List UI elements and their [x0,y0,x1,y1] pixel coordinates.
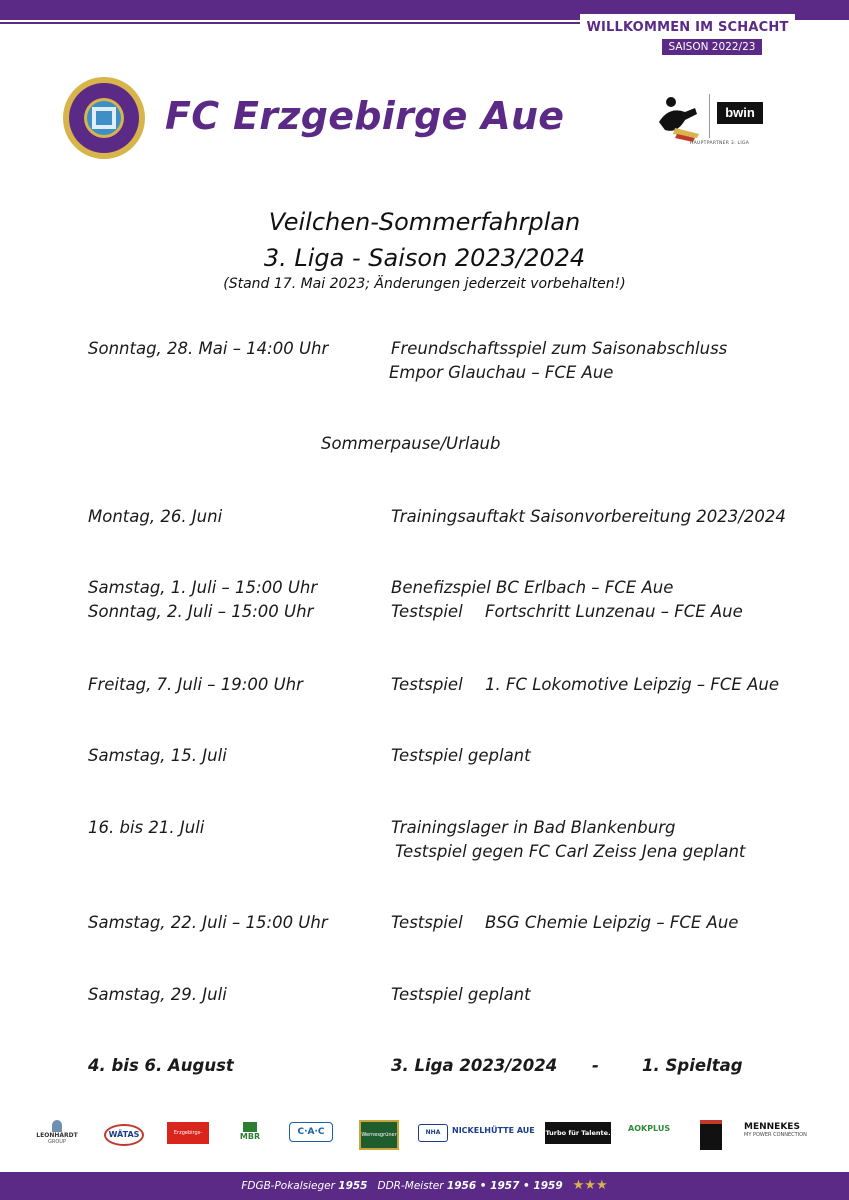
wernesgruener-logo: Wernesgrüner [359,1120,399,1150]
schedule-date: Samstag, 29. Juli [88,985,227,1004]
leonhardt-icon [52,1120,62,1132]
mbr-text: MBR [239,1132,261,1141]
sponsor-logos [0,1116,849,1158]
footer-stars-icon: ★★★ [572,1178,608,1193]
svg-text:bwin: bwin [725,105,755,120]
doc-status-note: (Stand 17. Mai 2023; Änderungen jederzeit vorbehalten!) [223,276,626,292]
nickelhuette-logo [418,1122,535,1142]
schedule-event: Freundschaftsspiel zum Saisonabschluss [391,339,728,358]
mennekes-logo [744,1122,818,1138]
schedule-event: Trainingsauftakt Saisonvorbereitung 2023/2024 [391,507,786,526]
schedule-event: Testspiel [391,602,463,621]
season-banner [580,14,795,56]
nickelhuette-text: NICKELHÜTTE AUE [452,1126,535,1135]
schedule-opponent: BSG Chemie Leipzig – FCE Aue [485,913,739,932]
schedule-date: Sonntag, 28. Mai – 14:00 Uhr [88,339,329,358]
schedule-opponent: Fortschritt Lunzenau – FCE Aue [485,602,743,621]
season-start-matchday: 1. Spieltag [642,1056,743,1075]
mennekes-text: MENNEKES [744,1122,800,1132]
summer-break: Sommerpause/Urlaub [321,434,501,453]
sponsor-caption: HAUPTPARTNER 3. LIGA [690,141,750,146]
season-start-date: 4. bis 6. August [88,1056,234,1075]
footer-years: 1956 • 1957 • 1959 [446,1180,563,1192]
season-start-dash: - [592,1056,599,1075]
schedule-date: 16. bis 21. Juli [88,818,205,837]
mbr-logo [236,1122,264,1141]
schedule-event: Testspiel geplant [391,985,531,1004]
leonhardt-sub: GROUP [48,1139,66,1145]
footer-bar [0,1172,849,1200]
cac-logo: C·A·C [289,1122,333,1142]
mennekes-sub: MY POWER CONNECTION [744,1132,807,1138]
watas-logo: WÄTAS [104,1124,144,1146]
banner-season: SAISON 2022/23 [662,39,762,55]
schedule-date: Montag, 26. Juni [88,507,223,526]
schedule-date: Samstag, 22. Juli – 15:00 Uhr [88,913,328,932]
schedule-event: Trainingslager in Bad Blankenburg [391,818,676,837]
footer-ddr: DDR-Meister [377,1180,444,1192]
leonhardt-logo [34,1120,80,1145]
aok-logo: AOKPLUS [628,1124,671,1133]
schedule-date: Sonntag, 2. Juli – 15:00 Uhr [88,602,314,621]
schedule-date: Freitag, 7. Juli – 19:00 Uhr [88,675,303,694]
schedule-event: Testspiel [391,675,463,694]
nha-icon: NHA [418,1124,448,1142]
schedule-event: Testspiel gegen FC Carl Zeiss Jena geplant [395,842,746,861]
porsche-turbo-logo: Turbo für Talente. [545,1122,611,1144]
nike-sponsor-logo [700,1120,722,1150]
footer-cup: FDGB-Pokalsieger [241,1180,335,1192]
schedule-event: Testspiel geplant [391,746,531,765]
banner-title: WILLKOMMEN IM SCHACHT [586,20,789,35]
mbr-icon [243,1122,257,1132]
sparkasse-logo: Erzgebirgs-sparkasse [167,1122,209,1144]
doc-title: Veilchen-Sommerfahrplan [268,208,581,236]
leonhardt-text: LEONHARDT [36,1132,78,1139]
footer-cup-year: 1955 [338,1180,368,1192]
season-start-league: 3. Liga 2023/2024 [391,1056,558,1075]
schedule-event: Benefizspiel BC Erlbach – FCE Aue [391,578,674,597]
schedule-event: Testspiel [391,913,463,932]
schedule-opponent: 1. FC Lokomotive Leipzig – FCE Aue [485,675,780,694]
club-crest-icon [62,76,146,160]
doc-subtitle-season: 3. Liga - Saison 2023/2024 [263,244,586,272]
schedule-date: Samstag, 1. Juli – 15:00 Uhr [88,578,318,597]
club-name: FC Erzgebirge Aue [165,94,565,138]
top-line [0,22,580,24]
schedule-date: Samstag, 15. Juli [88,746,227,765]
schedule-event: Empor Glauchau – FCE Aue [389,363,614,382]
